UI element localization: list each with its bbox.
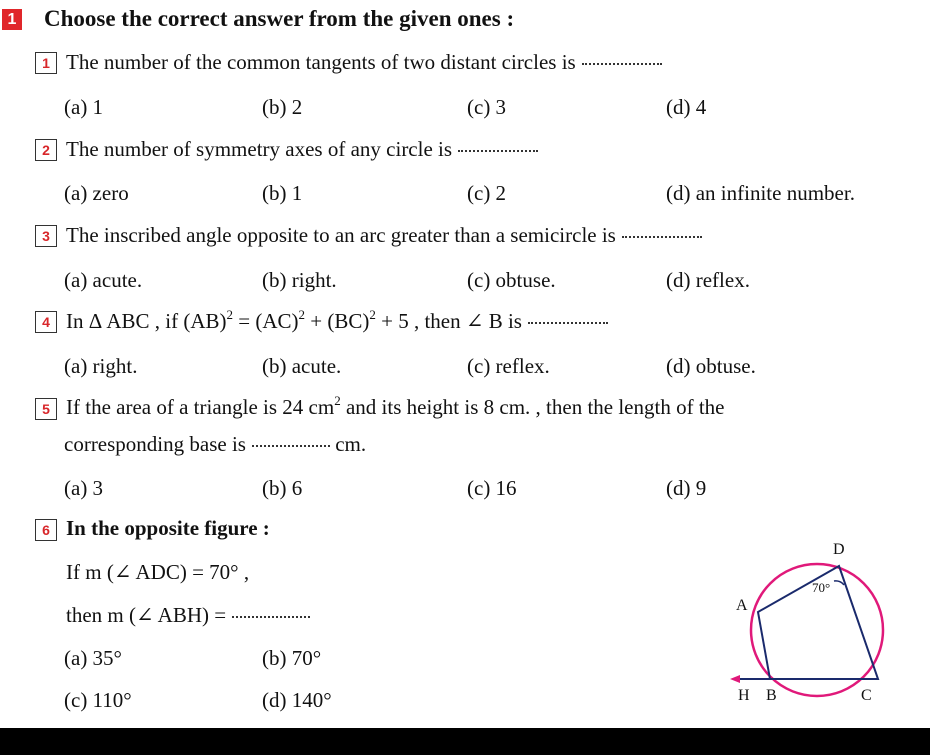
answer-blank	[622, 235, 702, 238]
question-4-stem: + 5 , then ∠ B is	[375, 309, 522, 333]
option-a[interactable]: (a) 35°	[64, 646, 122, 670]
arrow-head-icon	[730, 675, 740, 683]
answer-blank	[252, 444, 330, 447]
option-c[interactable]: (c) obtuse.	[467, 268, 556, 292]
question-2-text	[66, 137, 538, 162]
question-5-text	[66, 395, 724, 420]
question-6-given: If m (∠ ADC) = 70° ,	[66, 560, 250, 584]
option-a[interactable]: (a) zero	[64, 181, 129, 205]
question-4-stem: + (BC)	[305, 309, 370, 333]
option-a[interactable]: (a) right.	[64, 354, 138, 378]
question-5-stem: If the area of a triangle is 24 cm	[66, 395, 335, 419]
option-b[interactable]: (b) 70°	[262, 646, 322, 670]
question-number-badge: 1	[35, 52, 57, 74]
question-6-stem: then m (∠ ABH) =	[66, 603, 227, 627]
angle-arc	[834, 581, 844, 585]
option-d[interactable]: (d) reflex.	[666, 268, 750, 292]
question-3-text	[66, 223, 702, 248]
question-4-text	[66, 309, 608, 334]
option-d[interactable]: (d) 9	[666, 476, 707, 500]
question-number-badge: 3	[35, 225, 57, 247]
question-number-badge: 5	[35, 398, 57, 420]
exponent: 2	[298, 307, 306, 322]
answer-blank	[528, 321, 608, 324]
option-c[interactable]: (c) 110°	[64, 688, 132, 712]
answer-blank	[232, 615, 310, 618]
exponent: 2	[334, 393, 341, 408]
question-number-badge: 4	[35, 311, 57, 333]
option-c[interactable]: (c) 3	[467, 95, 507, 119]
label-d: D	[833, 541, 845, 558]
option-a[interactable]: (a) 1	[64, 95, 104, 119]
question-5-text-line2	[64, 432, 366, 457]
question-2-stem: The number of symmetry axes of any circle is	[66, 137, 453, 161]
option-a[interactable]: (a) 3	[64, 476, 104, 500]
question-5-stem: corresponding base is	[64, 432, 246, 456]
option-a[interactable]: (a) acute.	[64, 268, 143, 292]
option-d[interactable]: (d) obtuse.	[666, 354, 756, 378]
question-number-badge: 6	[35, 519, 57, 541]
label-h: H	[738, 687, 750, 702]
question-1-text	[66, 50, 662, 75]
question-6-ask	[66, 603, 310, 628]
label-c: C	[861, 687, 872, 702]
angle-label: 70°	[812, 580, 831, 595]
question-number-badge: 2	[35, 139, 57, 161]
section-number-badge: 1	[2, 9, 22, 30]
exponent: 2	[369, 307, 376, 322]
answer-blank	[582, 62, 662, 65]
option-b[interactable]: (b) 6	[262, 476, 303, 500]
option-b[interactable]: (b) 1	[262, 181, 303, 205]
answer-blank	[458, 149, 538, 152]
question-4-stem: In Δ ABC , if (AB)	[66, 309, 227, 333]
question-1-stem: The number of the common tangents of two distant circles is	[66, 50, 576, 74]
unit-label: cm.	[335, 432, 367, 456]
exponent: 2	[226, 307, 234, 322]
option-d[interactable]: (d) 140°	[262, 688, 332, 712]
option-c[interactable]: (c) 2	[467, 181, 507, 205]
question-5-stem: and its height is 8 cm. , then the length of the	[340, 395, 725, 419]
cyclic-quadrilateral-figure	[722, 532, 902, 702]
option-c[interactable]: (c) 16	[467, 476, 517, 500]
question-6-title: In the opposite figure :	[66, 516, 270, 540]
option-b[interactable]: (b) right.	[262, 268, 337, 292]
label-a: A	[736, 597, 748, 614]
section-title: Choose the correct answer from the given ones :	[44, 6, 515, 31]
option-c[interactable]: (c) reflex.	[467, 354, 550, 378]
question-3-stem: The inscribed angle opposite to an arc greater than a semicircle is	[66, 223, 616, 247]
option-b[interactable]: (b) 2	[262, 95, 303, 119]
option-d[interactable]: (d) 4	[666, 95, 707, 119]
question-4-stem: = (AC)	[233, 309, 299, 333]
option-b[interactable]: (b) acute.	[262, 354, 342, 378]
option-d[interactable]: (d) an infinite number.	[666, 181, 855, 205]
label-b: B	[766, 687, 777, 702]
bottom-bar	[0, 728, 930, 755]
